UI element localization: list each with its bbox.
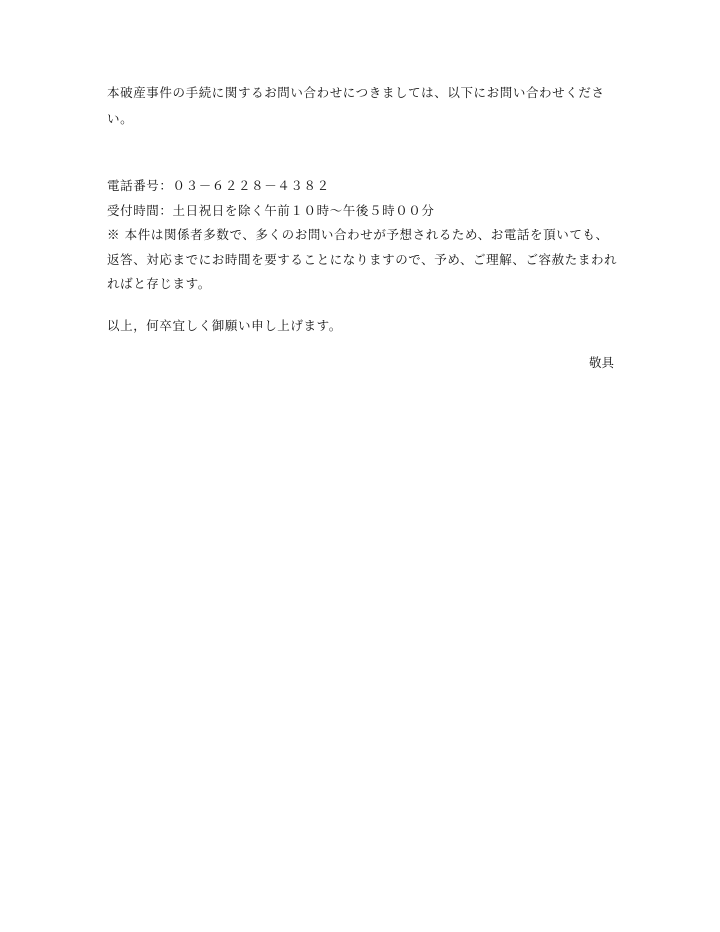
closing-sentence: 以上，何卒宜しく御願い申し上げます。	[107, 318, 342, 333]
inquiry-paragraph-line-2: い。	[107, 111, 134, 126]
reception-hours-line: 受付時間：土日祝日を除く午前１０時～午後５時００分	[107, 203, 435, 218]
note-line-1: ※ 本件は関係者多数で、多くのお問い合わせが予想されるため、お電話を頂いても、	[107, 227, 609, 242]
note-line-3: ればと存じます。	[107, 276, 211, 291]
note-line-2: 返答、対応までにお時間を要することになりますので、予め、ご理解、ご容赦たまわれ	[107, 252, 618, 267]
inquiry-paragraph-line-1: 本破産事件の手続に関するお問い合わせにつきましては、以下にお問い合わせくださ	[107, 85, 605, 100]
phone-number-line: 電話番号：０３－６２２８－４３８２	[107, 178, 330, 193]
closing-word: 敬具	[588, 355, 614, 370]
